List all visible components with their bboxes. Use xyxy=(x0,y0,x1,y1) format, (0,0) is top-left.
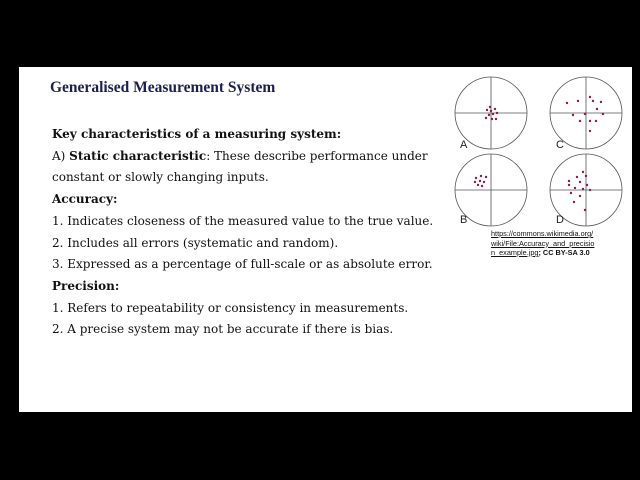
slide-line xyxy=(52,254,432,276)
line-text: 3. Expressed as a percentage of full-scale or as absolute error. xyxy=(52,257,433,272)
hit-dot xyxy=(574,187,576,189)
hit-dot xyxy=(579,120,581,122)
slide-line xyxy=(52,298,432,320)
target-label: A xyxy=(460,139,468,151)
line-prefix: A) xyxy=(52,148,70,163)
citation-link-1[interactable]: https://commons.wikimedia.org/ xyxy=(491,229,594,238)
target-label: C xyxy=(556,139,564,151)
slide-line xyxy=(52,146,432,168)
target-A xyxy=(455,77,527,151)
target-B xyxy=(455,154,527,226)
hit-dot xyxy=(570,192,572,194)
hit-dot xyxy=(489,106,491,108)
slide-line xyxy=(52,124,432,146)
hit-dot xyxy=(494,108,496,110)
line-bold: Key characteristics of a measuring system: xyxy=(52,127,342,141)
hit-dot xyxy=(577,100,579,102)
hit-dot xyxy=(479,180,481,182)
slide-line xyxy=(52,189,432,211)
line-bold: Precision: xyxy=(52,278,120,293)
line-bold: Accuracy: xyxy=(52,192,118,207)
hit-dot xyxy=(573,201,575,203)
line-text: 2. Includes all errors (systematic and random). xyxy=(52,235,339,250)
hit-dot xyxy=(579,181,581,183)
hit-dot xyxy=(584,113,586,115)
hit-dot xyxy=(595,120,597,122)
image-citation xyxy=(491,229,594,258)
citation-link-2[interactable]: wiki/File:Accuracy_and_precisio xyxy=(491,238,595,248)
slide-line xyxy=(52,319,432,341)
hit-dot xyxy=(582,188,584,190)
target-label: D xyxy=(556,214,564,226)
slide-line xyxy=(52,233,432,255)
hit-dot xyxy=(566,102,568,104)
hit-dot xyxy=(485,117,487,119)
hit-dot xyxy=(592,100,594,102)
hit-dot xyxy=(589,120,591,122)
hit-dot xyxy=(589,96,591,98)
slide-line xyxy=(52,211,432,233)
hit-dot xyxy=(486,109,488,111)
citation-link-3[interactable]: n_example.jpg xyxy=(491,248,539,257)
hit-dot xyxy=(585,175,587,177)
hit-dot xyxy=(596,108,598,110)
hit-dot xyxy=(475,177,477,179)
slide-line xyxy=(52,276,432,298)
hit-dot xyxy=(589,189,591,191)
hit-dot xyxy=(481,185,483,187)
hit-dot xyxy=(582,171,584,173)
hit-dot xyxy=(602,113,604,115)
line-bold: Static characteristic xyxy=(69,148,207,163)
line-text: 2. A precise system may not be accurate if there is bias. xyxy=(52,322,394,337)
hit-dot xyxy=(483,181,485,183)
hit-dot xyxy=(488,114,490,116)
hit-dot xyxy=(579,195,581,197)
line-text: constant or slowly changing inputs. xyxy=(52,170,269,185)
hit-dot xyxy=(495,118,497,120)
hit-dot xyxy=(477,184,479,186)
hit-dot xyxy=(568,180,570,182)
target-D xyxy=(550,154,622,226)
hit-dot xyxy=(490,110,492,112)
hit-dot xyxy=(492,113,494,115)
hit-dot xyxy=(600,101,602,103)
target-label: B xyxy=(460,214,468,226)
hit-dot xyxy=(474,181,476,183)
line-text: 1. Indicates closeness of the measured value to the true value. xyxy=(52,213,434,228)
slide xyxy=(19,67,632,412)
slide-line xyxy=(52,167,432,189)
hit-dot xyxy=(586,184,588,186)
hit-dot xyxy=(485,176,487,178)
hit-dot xyxy=(491,118,493,120)
slide-body xyxy=(52,124,432,341)
hit-dot xyxy=(572,114,574,116)
slide-title: Generalised Measurement System xyxy=(50,79,276,96)
target-C xyxy=(550,77,622,151)
line-text: 1. Refers to repeatability or consistency in measurements. xyxy=(52,300,409,315)
hit-dot xyxy=(568,184,570,186)
line-text: : These describe performance under xyxy=(206,148,428,163)
hit-dot xyxy=(496,112,498,114)
hit-dot xyxy=(576,176,578,178)
hit-dot xyxy=(589,130,591,132)
hit-dot xyxy=(480,175,482,177)
hit-dot xyxy=(584,209,586,211)
citation-license: ; CC BY-SA 3.0 xyxy=(538,248,590,257)
